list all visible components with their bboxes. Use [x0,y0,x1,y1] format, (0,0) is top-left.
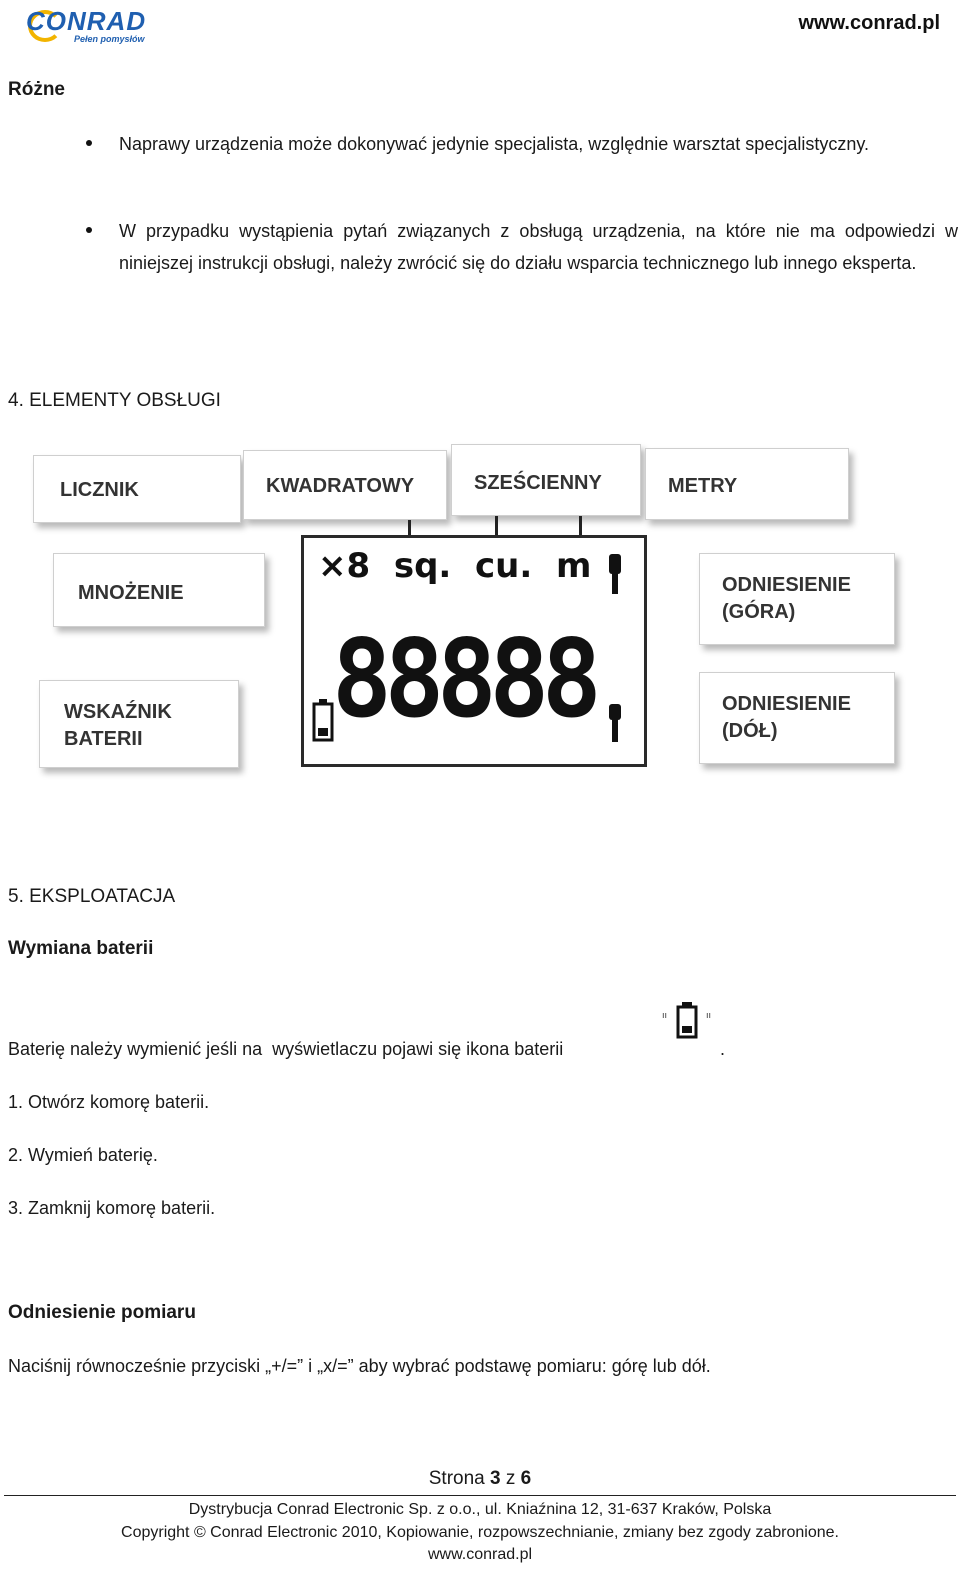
svg-text:ıı: ıı [662,1011,668,1021]
reference-paragraph: Naciśnij równocześnie przyciski „+/=” i „x/=” aby wybrać podstawę pomiaru: górę lub dół. [8,1356,711,1376]
page-sep: z [505,1468,516,1489]
section-heading-misc: Różne [8,79,65,100]
lcd-sq: sq. [393,546,452,586]
subheading-battery: Wymiana baterii [8,938,154,959]
page-prefix: Strona [428,1468,485,1489]
logo-text: CONRAD [26,6,147,36]
header-site-link[interactable]: www.conrad.pl [798,12,940,34]
ref-top-icon [606,552,624,596]
lcd-indicators [318,546,591,586]
display-diagram [25,440,915,790]
label-cubic: SZEŚCIENNY [451,444,641,516]
lcd-digits: 88888 [332,617,595,742]
svg-text:ıı: ıı [706,1011,712,1021]
lcd-display [301,535,647,767]
lcd-multiplier: ×8 [318,546,371,586]
page-total: 6 [520,1468,532,1489]
lcd-unit: m [556,546,592,586]
label-square: KWADRATOWY [243,450,447,520]
section-heading-controls: 4. ELEMENTY OBSŁUGI [8,390,221,411]
list-item [86,128,958,160]
footer-copyright: Copyright © Conrad Electronic 2010, Kopiowanie, rozpowszechnianie, zmiany bez zgody zabronione. [121,1524,839,1541]
ref-bottom-icon [606,702,624,746]
label-counter: LICZNIK [33,455,241,523]
logo-tagline: Pełen pomysłów [74,34,145,44]
subheading-reference: Odniesienie pomiaru [8,1302,196,1323]
label-ref-bottom: ODNIESIENIE (DÓŁ) [699,672,895,764]
lcd-cu: cu. [475,546,533,586]
list-item-text: Naprawy urządzenia może dokonywać jedynie specjalista, względnie warsztat specjalistyczny. [119,134,870,154]
label-battery: WSKAŹNIK BATERII [39,680,239,768]
step-item: 2. Wymień baterię. [8,1145,158,1165]
step-item: 3. Zamknij komorę baterii. [8,1198,216,1218]
page-number [0,1468,960,1490]
battery-icon [660,1000,720,1042]
label-multiply: MNOŻENIE [53,553,265,627]
label-ref-top: ODNIESIENIE (GÓRA) [699,553,895,645]
conrad-logo [26,6,156,46]
list-item-text: W przypadku wystąpienia pytań związanych z obsługą urządzenia, na które nie ma odpowiedzi w niniejszej instrukcji obsługi, należy zwrócić się do działu wsparcia technicznego lub innego eksperta. [119,221,958,273]
page-current: 3 [490,1468,501,1489]
step-item: 1. Otwórz komorę baterii. [8,1092,210,1112]
footer-distribution: Dystrybucja Conrad Electronic Sp. z o.o., ul. Kniaźnina 12, 31-637 Kraków, Polska [188,1501,772,1518]
footer-divider [4,1495,956,1496]
battery-paragraph: Baterię należy wymienić jeśli na wyświetlaczu pojawi się ikona baterii [8,1039,564,1059]
bullet-icon [86,227,92,233]
footer-site-link[interactable]: www.conrad.pl [427,1546,533,1563]
battery-icon [312,698,334,742]
battery-paragraph-end: . [720,1039,726,1059]
list-item [86,215,958,279]
bullet-icon [86,140,92,146]
label-meters: METRY [645,448,849,520]
section-heading-operation: 5. EKSPLOATACJA [8,886,176,907]
